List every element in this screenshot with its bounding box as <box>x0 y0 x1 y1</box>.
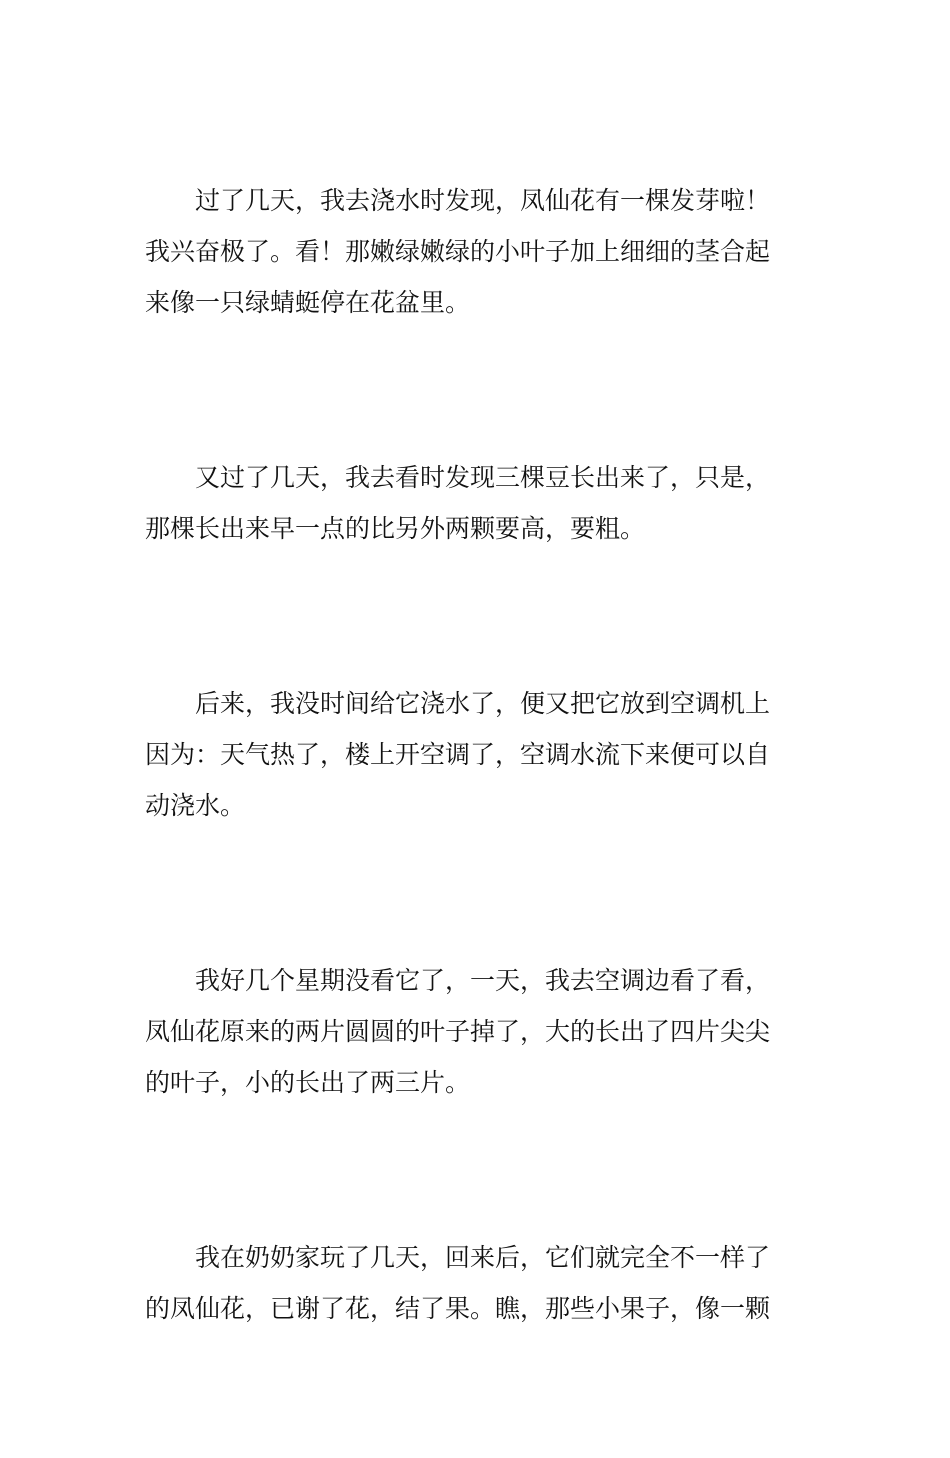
paragraph-line: 凤仙花原来的两片圆圆的叶子掉了，大的长出了四片尖尖 <box>145 1017 771 1046</box>
paragraph-line: 那棵长出来早一点的比另外两颗要高，要粗。 <box>145 514 646 543</box>
line-text: 后来，我没时间给它浇水了，便又把它放到空调机上 <box>195 689 771 718</box>
line-text: 过了几天，我去浇水时发现，凤仙花有一棵发芽啦！ <box>195 186 771 215</box>
paragraph-line <box>145 678 815 729</box>
paragraph-line: 来像一只绿蜻蜓停在花盆里。 <box>145 288 471 317</box>
paragraph-1 <box>145 175 815 328</box>
paragraph-4 <box>145 955 815 1108</box>
paragraph-line: 的叶子，小的长出了两三片。 <box>145 1068 471 1097</box>
line-text: 我好几个星期没看它了，一天，我去空调边看了看， <box>195 966 771 995</box>
paragraph-line: 因为：天气热了，楼上开空调了，空调水流下来便可以自 <box>145 740 771 769</box>
paragraph-5 <box>145 1232 815 1334</box>
paragraph-line <box>145 1232 815 1283</box>
paragraph-line <box>145 452 815 503</box>
paragraph-2 <box>145 452 815 554</box>
paragraph-line: 的凤仙花，已谢了花，结了果。瞧，那些小果子，像一颗 <box>145 1294 771 1323</box>
line-text: 我在奶奶家玩了几天，回来后，它们就完全不一样了 <box>195 1243 771 1272</box>
line-text: 又过了几天，我去看时发现三棵豆长出来了，只是， <box>195 463 771 492</box>
paragraph-line: 动浇水。 <box>145 791 246 820</box>
paragraph-line <box>145 955 815 1006</box>
paragraph-3 <box>145 678 815 831</box>
paragraph-line: 我兴奋极了。看！那嫩绿嫩绿的小叶子加上细细的茎合起 <box>145 237 771 266</box>
paragraph-line <box>145 175 815 226</box>
document-body <box>145 175 815 1458</box>
